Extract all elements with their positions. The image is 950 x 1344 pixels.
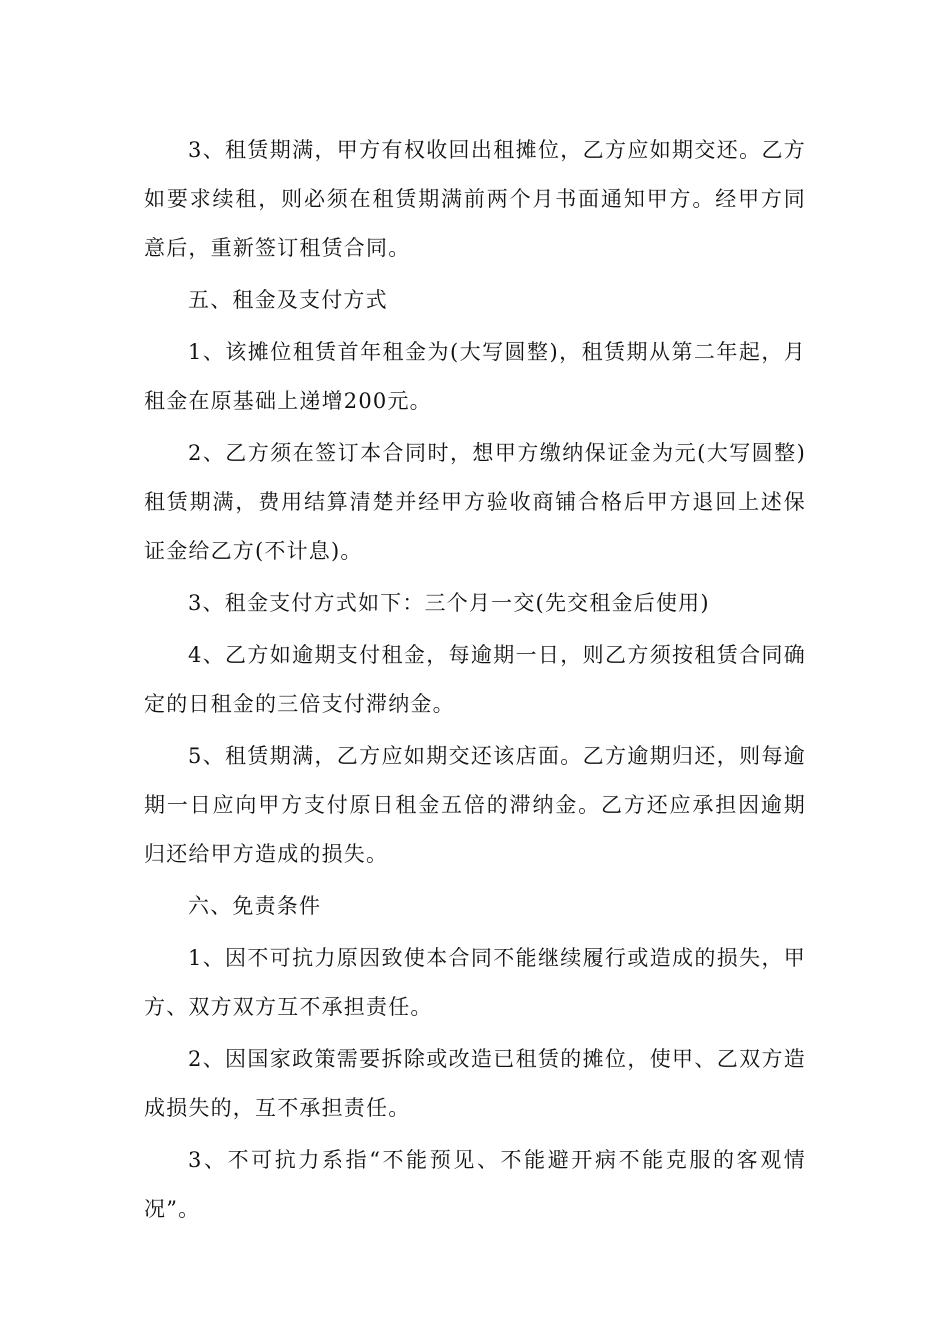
document-body <box>144 126 806 1237</box>
section-heading-rent-payment: 五、租金及支付方式 <box>188 288 388 312</box>
clause-5-4: 4、乙方如逾期支付租金，每逾期一日，则乙方须按租赁合同确定的日租金的三倍支付滞纳金。 <box>144 643 806 716</box>
clause-5-1: 1、该摊位租赁首年租金为(大写圆整)，租赁期从第二年起，月租金在原基础上递增200元。 <box>144 340 806 413</box>
clause-4-3: 3、租赁期满，甲方有权收回出租摊位，乙方应如期交还。乙方如要求续租，则必须在租赁期满前两个月书面通知甲方。经甲方同意后，重新签订租赁合同。 <box>144 138 806 260</box>
clause-5-3: 3、租金支付方式如下：三个月一交(先交租金后使用) <box>188 591 710 615</box>
clause-6-1: 1、因不可抗力原因致使本合同不能继续履行或造成的损失，甲方、双方双方互不承担责任。 <box>144 946 806 1019</box>
section-heading-exemption: 六、免责条件 <box>188 894 322 918</box>
clause-5-2: 2、乙方须在签订本合同时，想甲方缴纳保证金为元(大写圆整)租赁期满，费用结算清楚并经甲方验收商铺合格后甲方退回上述保证金给乙方(不计息)。 <box>144 441 806 563</box>
clause-6-2: 2、因国家政策需要拆除或改造已租赁的摊位，使甲、乙双方造成损失的，互不承担责任。 <box>144 1047 806 1120</box>
clause-5-5: 5、租赁期满，乙方应如期交还该店面。乙方逾期归还，则每逾期一日应向甲方支付原日租金五倍的滞纳金。乙方还应承担因逾期归还给甲方造成的损失。 <box>144 744 806 866</box>
clause-6-3: 3、不可抗力系指“不能预见、不能避开病不能克服的客观情况”。 <box>144 1148 806 1221</box>
